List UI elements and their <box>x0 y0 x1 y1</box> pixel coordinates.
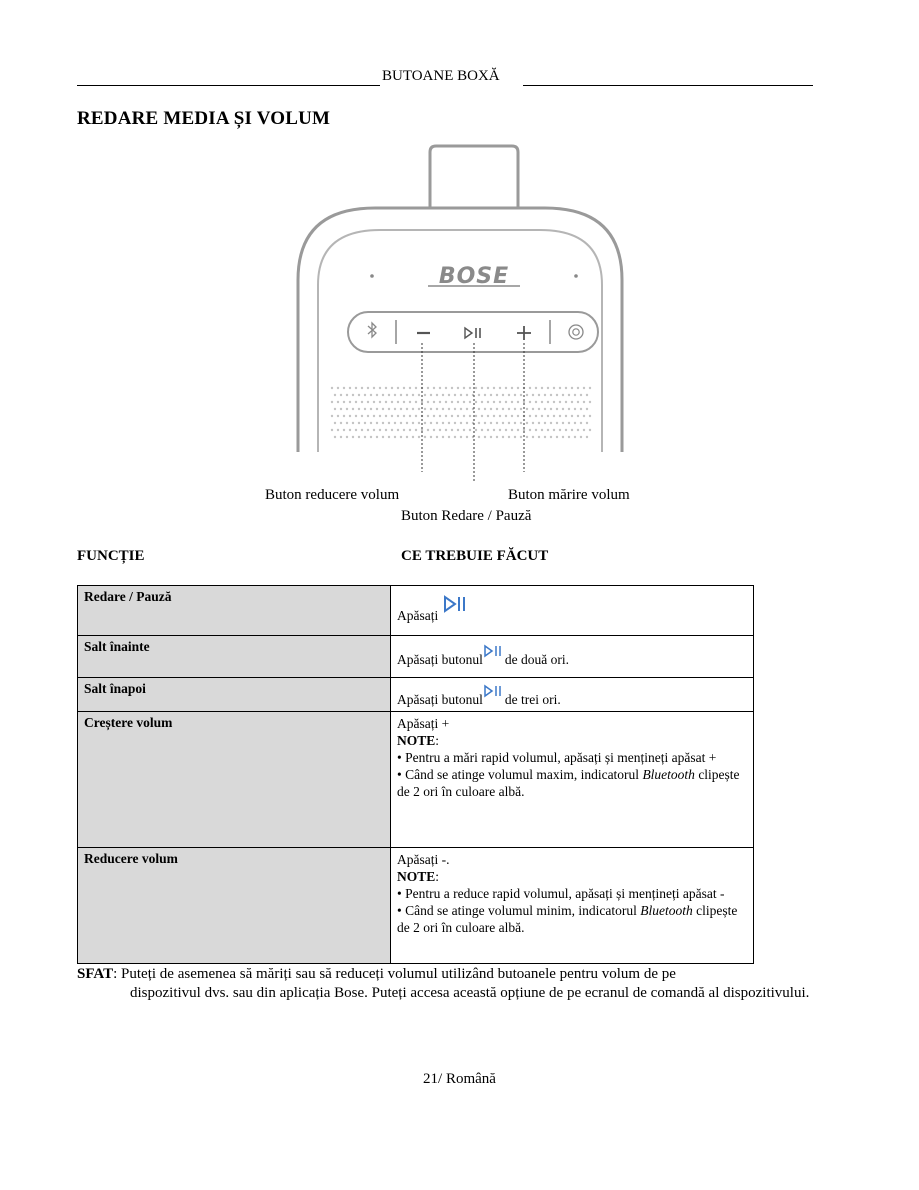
action-text: Apăsați butonul <box>397 692 483 707</box>
tip-text-continued: dispozitivul dvs. sau din aplicația Bose. Puteți accesa această opțiune de pe ecranul de comandă al dispozitivului. <box>130 985 810 1001</box>
note-bullet: • Când se atinge volumul minim, indicatorul Bluetooth clipește de 2 ori în culoare albă. <box>397 903 738 935</box>
action-text: Apăsați -. <box>397 852 450 867</box>
page-number: 21/ Română <box>423 1071 496 1087</box>
function-cell: Creștere volum <box>78 712 391 848</box>
section-title: REDARE MEDIA ȘI VOLUM <box>77 108 331 129</box>
table-row <box>78 586 754 636</box>
bose-logo: BOSE <box>438 264 510 289</box>
header-title: BUTOANE BOXĂ <box>382 68 500 84</box>
action-cell <box>391 586 754 636</box>
table-row <box>78 636 754 678</box>
action-text: Apăsați + <box>397 716 450 731</box>
tip-paragraph: SFAT: Puteți de asemenea să măriți sau să reduceți volumul utilizând butoanele pentru volum de pe <box>77 966 676 982</box>
action-cell <box>391 636 754 678</box>
function-cell: Salt înainte <box>78 636 391 678</box>
tip-text: Puteți de asemenea să măriți sau să reduceți volumul utilizând butoanele pentru volum de pe <box>121 966 676 982</box>
play-pause-icon <box>442 594 472 616</box>
function-cell: Salt înapoi <box>78 678 391 712</box>
caption-play-pause: Buton Redare / Pauză <box>401 508 532 524</box>
column-heading-function: FUNCȚIE <box>77 548 145 564</box>
note-heading: NOTE: <box>397 869 440 884</box>
table-row <box>78 848 754 964</box>
action-text: Apăsați butonul <box>397 652 483 667</box>
table-row <box>78 712 754 848</box>
header-rule-right <box>523 85 813 86</box>
caption-volume-down: Buton reducere volum <box>265 487 400 503</box>
action-text: Apăsați <box>397 608 439 623</box>
caption-volume-up: Buton mărire volum <box>508 487 630 503</box>
speaker-illustration <box>280 140 640 490</box>
column-heading-action: CE TREBUIE FĂCUT <box>401 548 549 564</box>
table-row <box>78 678 754 712</box>
play-pause-icon <box>483 644 505 660</box>
action-cell <box>391 678 754 712</box>
tip-label: SFAT <box>77 966 114 982</box>
play-pause-icon <box>483 684 505 700</box>
note-heading: NOTE: <box>397 733 440 748</box>
note-bullet: • Pentru a reduce rapid volumul, apăsați și mențineți apăsat - <box>397 886 725 901</box>
action-cell <box>391 848 754 964</box>
header-rule-left <box>77 85 380 86</box>
note-bullet: • Când se atinge volumul maxim, indicatorul Bluetooth clipește de 2 ori în culoare albă. <box>397 767 740 799</box>
function-cell: Redare / Pauză <box>78 586 391 636</box>
note-bullet: • Pentru a mări rapid volumul, apăsați și mențineți apăsat + <box>397 750 717 765</box>
action-text-suffix: de trei ori. <box>504 692 561 707</box>
function-table <box>77 585 754 964</box>
action-cell <box>391 712 754 848</box>
action-text-suffix: de două ori. <box>504 652 569 667</box>
function-cell: Reducere volum <box>78 848 391 964</box>
